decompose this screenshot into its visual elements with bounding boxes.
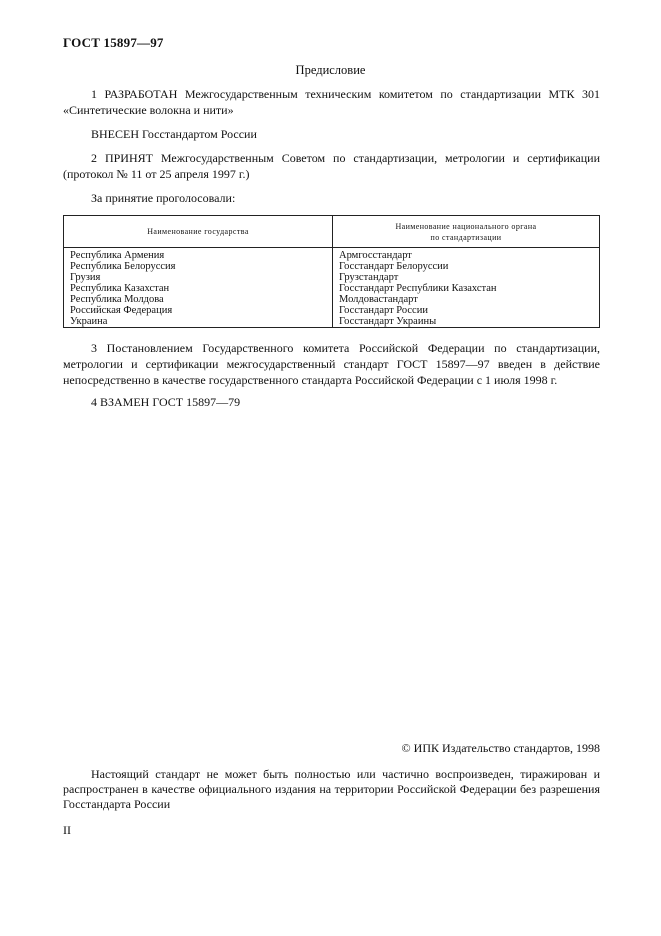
state-cell: Республика Белоруссия <box>64 261 333 272</box>
state-cell: Грузия <box>64 272 333 283</box>
state-cell: Республика Казахстан <box>64 283 333 294</box>
table-row <box>64 248 600 262</box>
reproduction-notice: Настоящий стандарт не может быть полностью или частично воспроизведен, тиражирован и распространен в качестве официального издания на территории Российской Федерации без разрешения Госстандарта России <box>63 767 600 811</box>
paragraph-adopted-by: 2 ПРИНЯТ Межгосударственным Советом по стандартизации, метрологии и сертификации (протокол № 11 от 25 апреля 1997 г.) <box>63 151 600 181</box>
national-body-cell: Госстандарт России <box>333 305 600 316</box>
state-cell: Республика Армения <box>64 248 333 262</box>
copyright-notice: © ИПК Издательство стандартов, 1998 <box>401 741 600 755</box>
document-code-header: ГОСТ 15897—97 <box>63 35 164 50</box>
paragraph-introduced-by: ВНЕСЕН Госстандартом России <box>91 127 257 141</box>
paragraph-resolution: 3 Постановлением Государственного комитета Российской Федерации по стандартизации, метрологии и сертификации межгосударственный стандарт ГОСТ 15897—97 введен в действие непосредственно в качестве государственного стандарта Российской Федерации с 1 июля 1998 г. <box>63 341 600 387</box>
table-header-row <box>64 216 600 248</box>
paragraph-developed-by: 1 РАЗРАБОТАН Межгосударственным техническим комитетом по стандартизации МТК 301 «Синтетические волокна и нити» <box>63 87 600 117</box>
column-header-national-body-line2: по стандартизации <box>430 232 502 242</box>
table-row <box>64 283 600 294</box>
table-row <box>64 294 600 305</box>
foreword-title: Предисловие <box>295 63 366 77</box>
column-header-national-body <box>333 216 600 248</box>
column-header-national-body-line1: Наименование национального органа <box>395 221 537 231</box>
national-body-cell: Госстандарт Белоруссии <box>333 261 600 272</box>
paragraph-replaces: 4 ВЗАМЕН ГОСТ 15897—79 <box>91 395 241 409</box>
national-body-cell: Молдовастандарт <box>333 294 600 305</box>
national-body-cell: Грузстандарт <box>333 272 600 283</box>
table-row <box>64 261 600 272</box>
national-body-cell: Армгосстандарт <box>333 248 600 262</box>
table-row <box>64 316 600 328</box>
column-header-state: Наименование государства <box>64 216 333 248</box>
state-cell: Украина <box>64 316 333 328</box>
voting-states-table <box>63 215 600 328</box>
state-cell: Республика Молдова <box>64 294 333 305</box>
page-number: II <box>63 823 71 837</box>
table-row <box>64 305 600 316</box>
paragraph-voted-intro: За принятие проголосовали: <box>91 191 236 205</box>
table-row <box>64 272 600 283</box>
state-cell: Российская Федерация <box>64 305 333 316</box>
national-body-cell: Госстандарт Республики Казахстан <box>333 283 600 294</box>
national-body-cell: Госстандарт Украины <box>333 316 600 328</box>
